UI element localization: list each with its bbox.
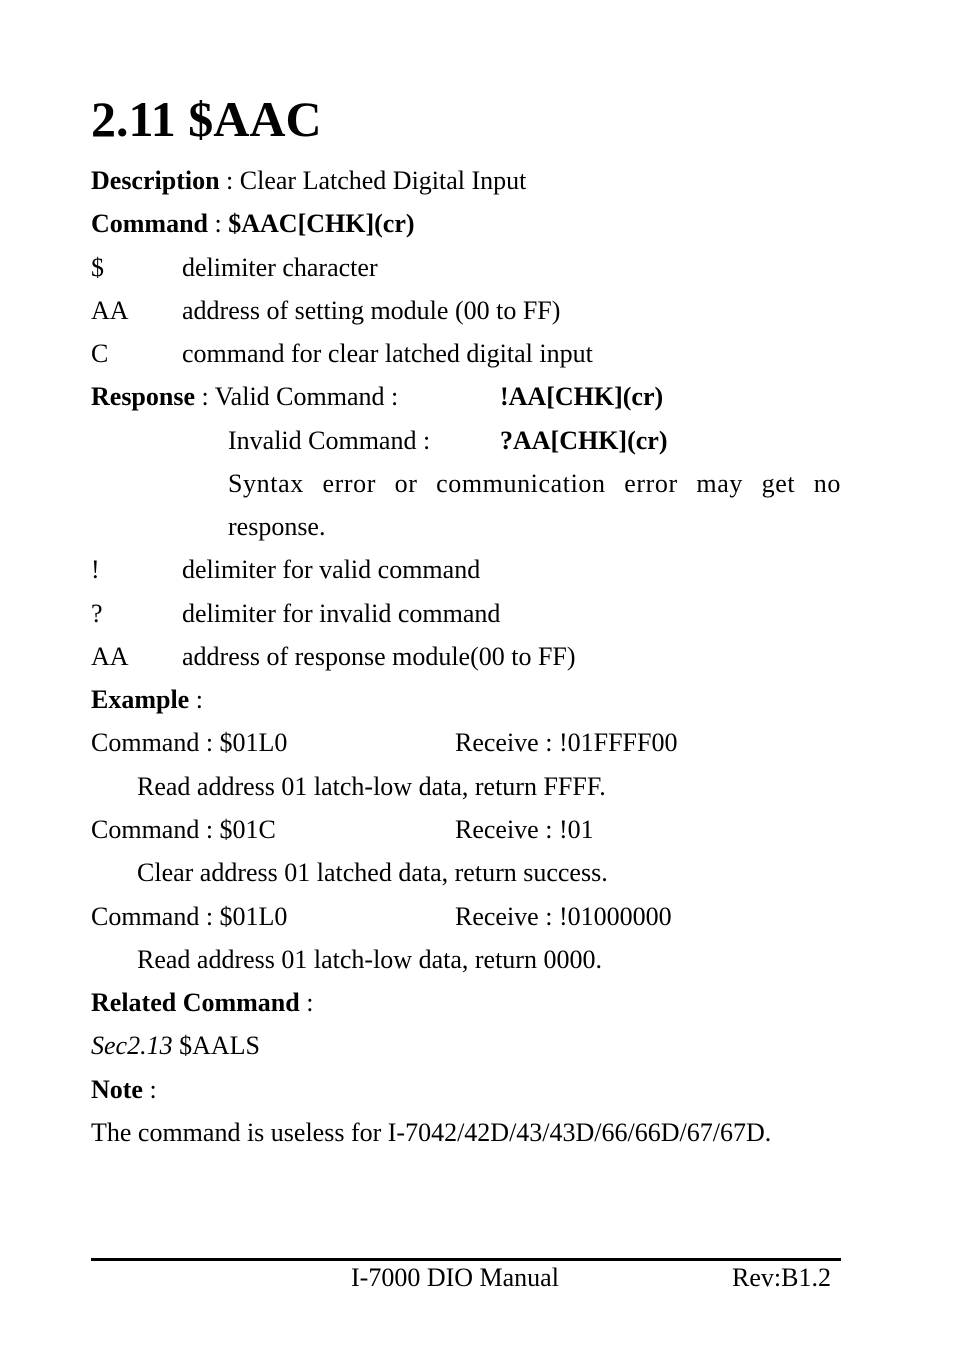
description-line <box>91 166 526 196</box>
footer-revision: Rev:B1.2 <box>732 1263 831 1292</box>
command-line <box>91 209 415 239</box>
example-heading <box>91 685 203 715</box>
example-note: Clear address 01 latched data, return success. <box>137 858 608 887</box>
response-param-desc: address of response module(00 to FF) <box>182 642 576 671</box>
section-title: 2.11 $AAC <box>91 91 322 147</box>
note-label: Note <box>91 1075 143 1104</box>
related-label: Related Command <box>91 988 300 1017</box>
response-param-desc: delimiter for invalid command <box>182 599 501 628</box>
response-param-key: ! <box>91 555 100 584</box>
response-param-key: ? <box>91 599 103 628</box>
response-invalid-label: Invalid Command : <box>228 426 431 455</box>
related-command: $AALS <box>172 1031 260 1060</box>
related-line <box>91 1031 260 1061</box>
example-command: Command : $01L0 <box>91 728 288 757</box>
command-param-key: AA <box>91 296 129 325</box>
example-receive: Receive : !01 <box>455 815 594 844</box>
related-section-link[interactable]: Sec2.13 <box>91 1031 173 1060</box>
response-param-desc: delimiter for valid command <box>182 555 481 584</box>
command-param-key: $ <box>91 253 104 282</box>
example-command: Command : $01C <box>91 815 276 844</box>
related-heading <box>91 988 313 1018</box>
note-text: The command is useless for I-7042/42D/43/43D/66/66D/67/67D. <box>91 1118 772 1147</box>
example-note: Read address 01 latch-low data, return 0000. <box>137 945 602 974</box>
response-label: Response <box>91 382 196 411</box>
command-param-desc: address of setting module (00 to FF) <box>182 296 561 325</box>
description-text: Clear Latched Digital Input <box>239 166 527 195</box>
response-valid-label: Valid Command : <box>214 382 399 411</box>
command-param-key: C <box>91 339 109 368</box>
footer-manual-title: I-7000 DIO Manual <box>351 1263 559 1292</box>
example-label: Example <box>91 685 190 714</box>
note-sep: : <box>142 1075 157 1104</box>
command-label: Command <box>91 209 209 238</box>
related-sep: : <box>299 988 314 1017</box>
example-receive: Receive : !01000000 <box>455 902 672 931</box>
example-command: Command : $01L0 <box>91 902 288 931</box>
example-sep: : <box>189 685 203 714</box>
response-line <box>91 382 398 412</box>
description-sep: : <box>219 166 240 195</box>
example-note: Read address 01 latch-low data, return FFFF. <box>137 772 606 801</box>
footer-divider <box>91 1258 841 1261</box>
response-sep: : <box>195 382 215 411</box>
command-syntax: $AAC[CHK](cr) <box>228 209 415 238</box>
description-label: Description <box>91 166 220 195</box>
response-syntax-error-line1: Syntax error or communication error may get no <box>228 469 841 498</box>
response-param-key: AA <box>91 642 129 671</box>
command-param-desc: delimiter character <box>182 253 378 282</box>
note-heading <box>91 1075 157 1105</box>
response-invalid-value: ?AA[CHK](cr) <box>500 426 668 455</box>
response-valid-value: !AA[CHK](cr) <box>500 382 664 411</box>
command-sep: : <box>208 209 229 238</box>
example-receive: Receive : !01FFFF00 <box>455 728 678 757</box>
response-syntax-error-line2: response. <box>228 512 326 541</box>
command-param-desc: command for clear latched digital input <box>182 339 593 368</box>
